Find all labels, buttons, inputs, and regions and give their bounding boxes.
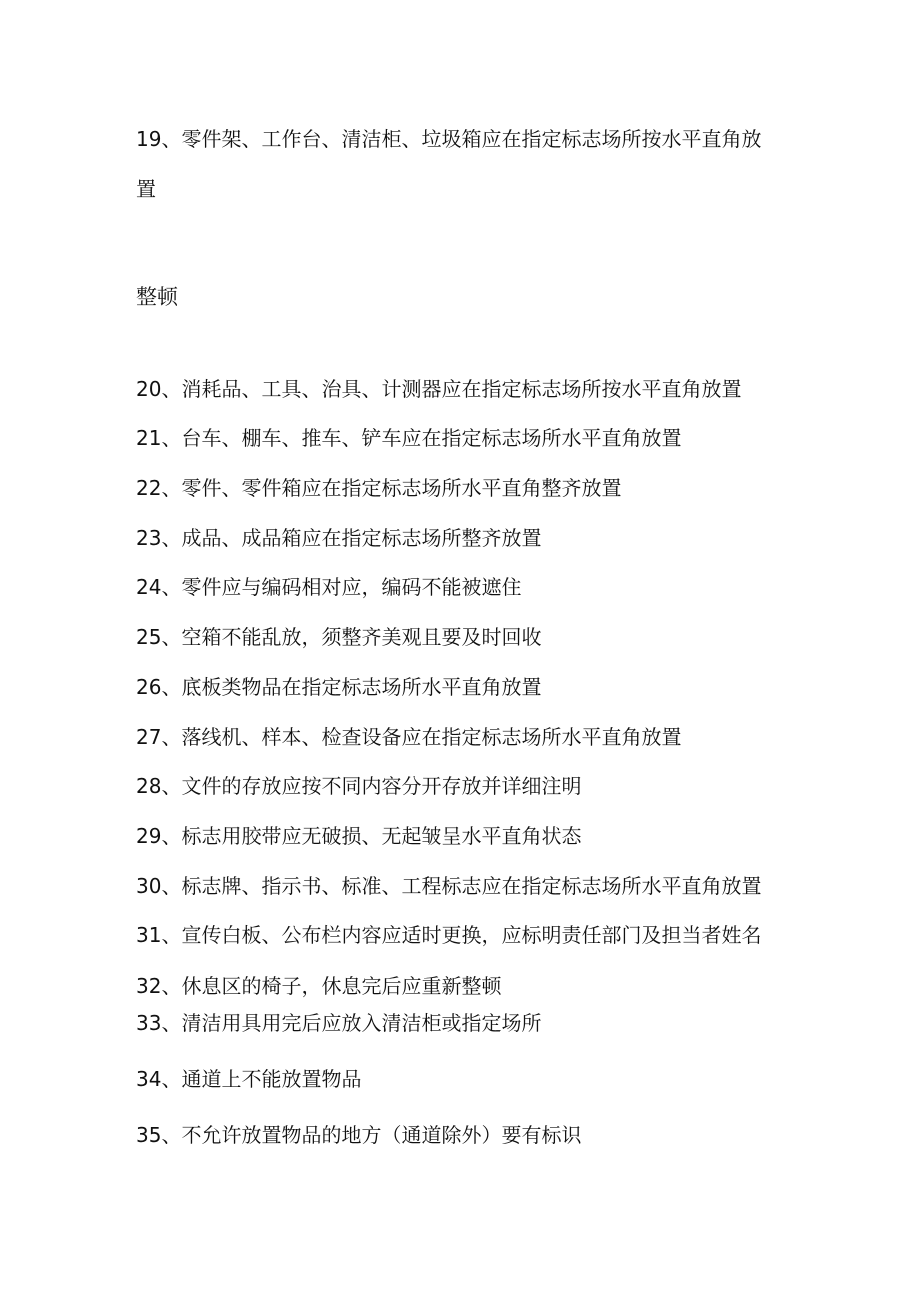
list-item: 33、清洁用具用完后应放入清洁柜或指定场所 <box>136 1011 542 1035</box>
list-item: 29、标志用胶带应无破损、无起皱呈水平直角状态 <box>136 824 582 848</box>
list-item: 24、零件应与编码相对应，编码不能被遮住 <box>136 575 522 599</box>
list-item: 34、通道上不能放置物品 <box>136 1067 362 1091</box>
list-item: 26、底板类物品在指定标志场所水平直角放置 <box>136 675 542 699</box>
item-19-line-1: 19、零件架、工作台、清洁柜、垃圾箱应在指定标志场所按水平直角放 <box>136 127 762 151</box>
list-item: 31、宣传白板、公布栏内容应适时更换，应标明责任部门及担当者姓名 <box>136 923 762 947</box>
list-item: 21、台车、棚车、推车、铲车应在指定标志场所水平直角放置 <box>136 426 682 450</box>
list-item: 22、零件、零件箱应在指定标志场所水平直角整齐放置 <box>136 476 622 500</box>
item-19-line-2: 置 <box>136 177 156 201</box>
list-item: 35、不允许放置物品的地方（通道除外）要有标识 <box>136 1123 582 1147</box>
list-item: 30、标志牌、指示书、标准、工程标志应在指定标志场所水平直角放置 <box>136 874 762 898</box>
list-item: 20、消耗品、工具、治具、计测器应在指定标志场所按水平直角放置 <box>136 377 742 401</box>
list-item: 32、休息区的椅子，休息完后应重新整顿 <box>136 974 502 998</box>
list-item: 23、成品、成品箱应在指定标志场所整齐放置 <box>136 526 542 550</box>
section-heading: 整顿 <box>136 285 178 309</box>
list-item: 28、文件的存放应按不同内容分开存放并详细注明 <box>136 774 582 798</box>
list-item: 27、落线机、样本、检查设备应在指定标志场所水平直角放置 <box>136 725 682 749</box>
list-item: 25、空箱不能乱放，须整齐美观且要及时回收 <box>136 625 542 649</box>
